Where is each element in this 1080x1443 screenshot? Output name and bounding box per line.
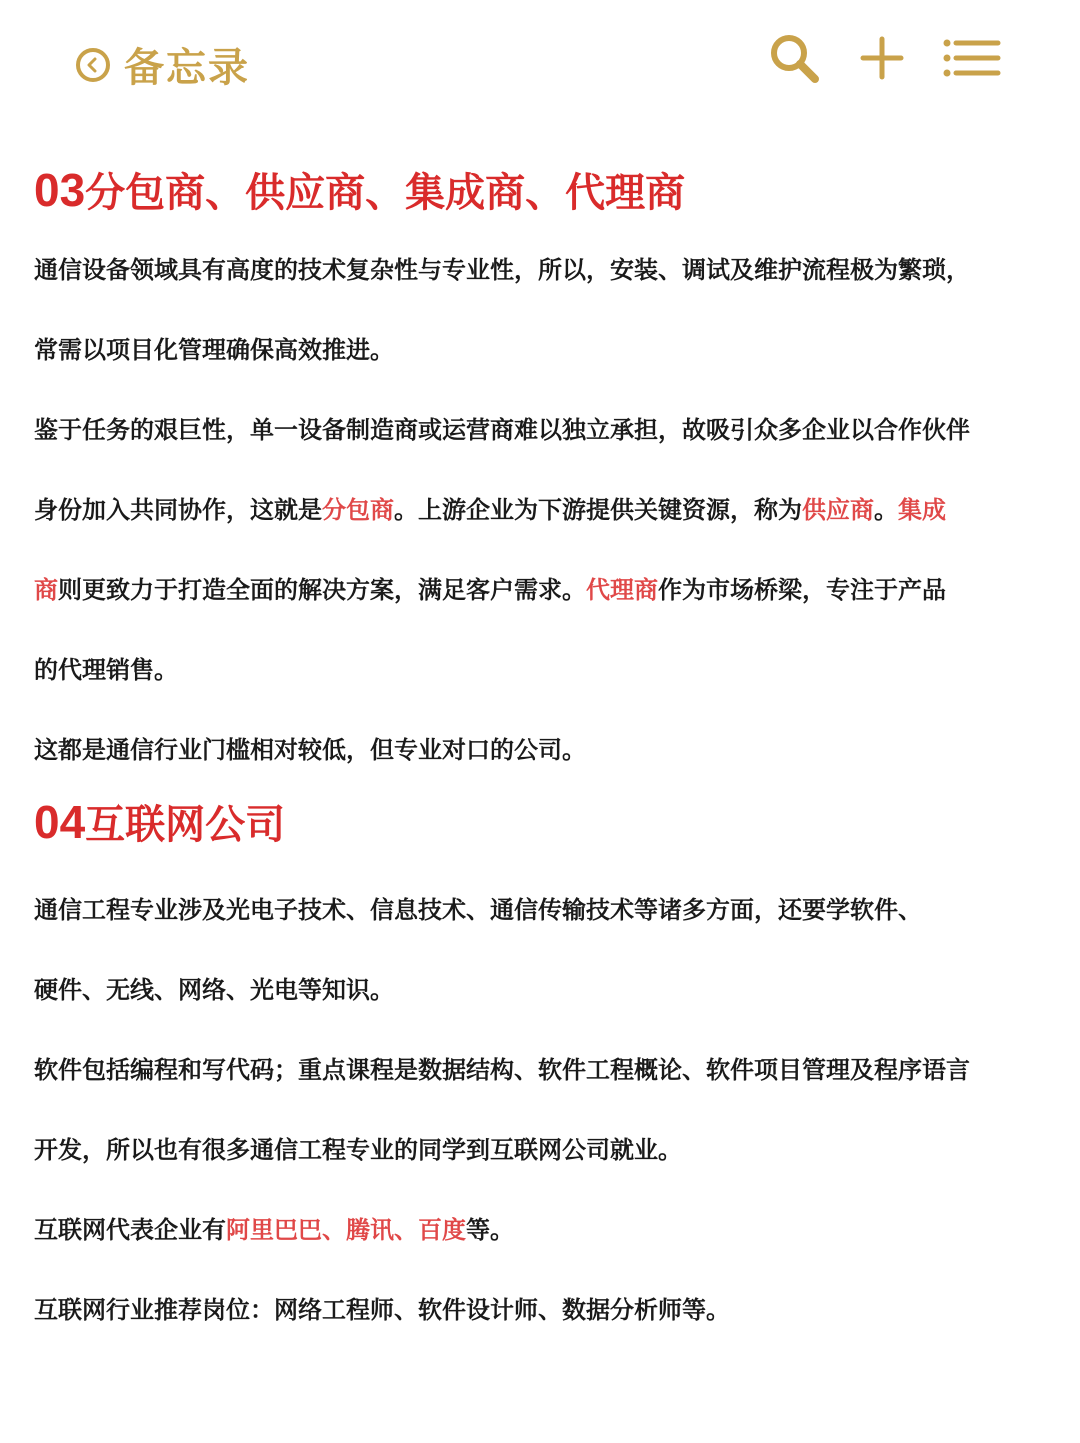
paragraph-line: [34, 470, 1074, 550]
back-label: 备忘录: [124, 45, 250, 91]
text-span: 作为市场桥梁，专注于产品: [658, 576, 946, 604]
search-icon: [766, 30, 822, 90]
paragraph-line: 开发，所以也有很多通信工程专业的同学到互联网公司就业。: [34, 1136, 682, 1164]
highlight-subcontractor: 分包商: [322, 496, 394, 524]
highlight-agent: 代理商: [586, 576, 658, 604]
paragraph-line: [34, 1190, 1074, 1270]
chevron-left-icon: [76, 48, 110, 82]
heading-number: 03: [34, 164, 86, 216]
paragraph-line: 常需以项目化管理确保高效推进。: [34, 336, 394, 364]
menu-button[interactable]: [942, 30, 1002, 90]
paragraph-line: [34, 550, 1074, 630]
highlight-companies: 阿里巴巴、腾讯、百度: [226, 1216, 466, 1244]
text-span: 。上游企业为下游提供关键资源，称为: [394, 496, 802, 524]
paragraph-line: 软件包括编程和写代码；重点课程是数据结构、软件工程概论、软件项目管理及程序语言: [34, 1056, 970, 1084]
paragraph-line: 通信设备领域具有高度的技术复杂性与专业性，所以，安装、调试及维护流程极为繁琐，: [34, 256, 970, 284]
search-button[interactable]: [764, 30, 824, 90]
paragraph-line: 通信工程专业涉及光电子技术、信息技术、通信传输技术等诸多方面，还要学软件、: [34, 896, 922, 924]
paragraph-line: 的代理销售。: [34, 656, 178, 684]
top-bar: [0, 0, 1080, 120]
text-span: 互联网代表企业有: [34, 1216, 226, 1244]
note-body[interactable]: [34, 150, 1074, 1350]
highlight-supplier: 供应商: [802, 496, 874, 524]
underlined-positions: 网络工程师、软件设计师、数据分析师等。: [274, 1270, 730, 1350]
section-heading-03: [34, 150, 1074, 230]
heading-number: 04: [34, 796, 86, 848]
list-icon: [942, 38, 1002, 82]
heading-text: 分包商、供应商、集成商、代理商: [85, 170, 686, 216]
paragraph-line: 这都是通信行业门槛相对较低，但专业对口的公司。: [34, 736, 586, 764]
add-button[interactable]: [852, 30, 912, 90]
paragraph-line: 硬件、无线、网络、光电等知识。: [34, 976, 394, 1004]
text-span: 身份加入共同协作，这就是: [34, 496, 322, 524]
plus-icon: [860, 36, 904, 84]
heading-text: 互联网公司: [85, 802, 286, 848]
text-span: 互联网行业推荐岗位：: [34, 1296, 274, 1324]
text-span: 则更致力于打造全面的解决方案，满足客户需求。: [58, 576, 586, 604]
paragraph-line: [34, 1270, 1074, 1350]
highlight-integrator-cont: 商: [34, 576, 58, 604]
highlight-integrator: 集成: [898, 496, 946, 524]
back-button[interactable]: [76, 36, 250, 93]
paragraph-line: 鉴于任务的艰巨性，单一设备制造商或运营商难以独立承担，故吸引众多企业以合作伙伴: [34, 416, 970, 444]
section-heading-04: [34, 782, 1074, 862]
text-span: 。: [874, 496, 898, 524]
text-span: 等。: [466, 1216, 514, 1244]
